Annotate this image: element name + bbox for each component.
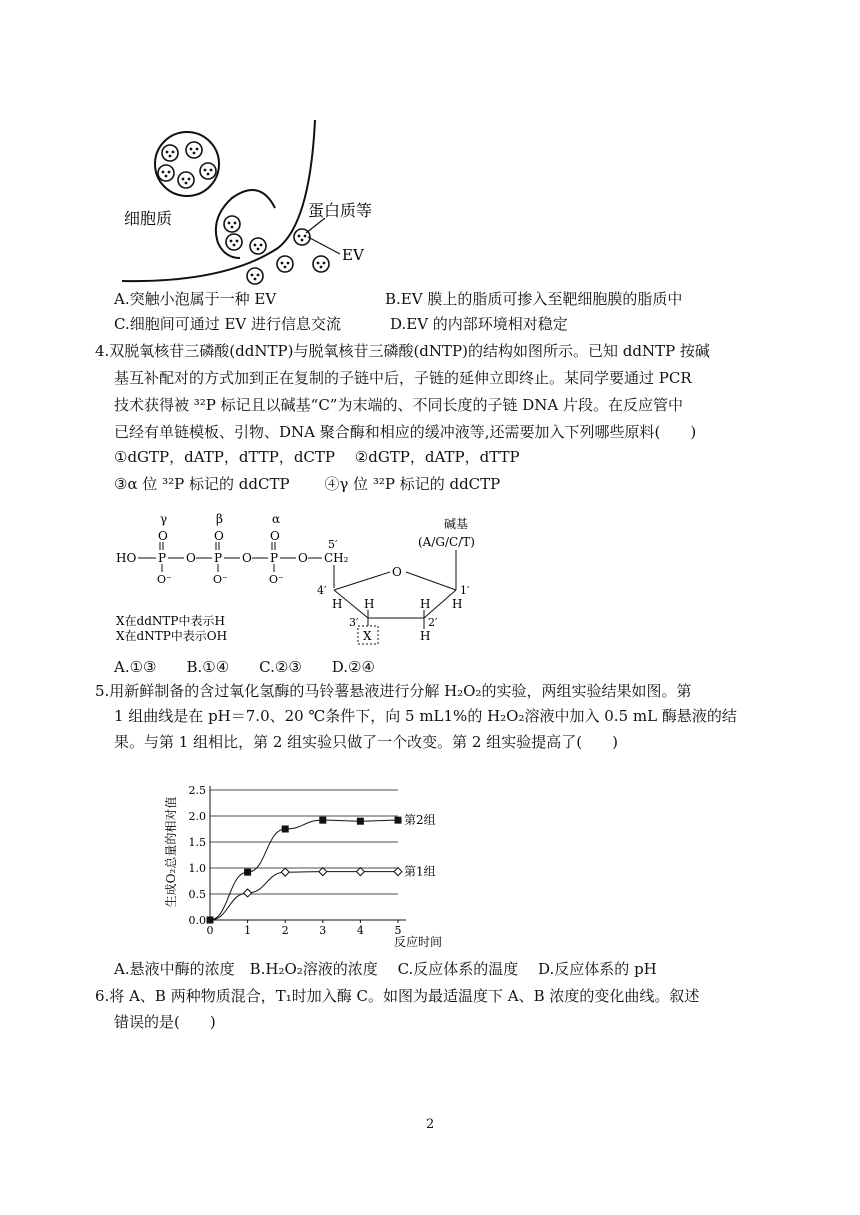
data-point-diamond xyxy=(356,868,364,876)
ntp-structure-figure xyxy=(112,510,512,645)
o-bridge-3: O xyxy=(298,551,308,565)
series-label-2: 第1组 xyxy=(404,864,436,879)
h-c4: H xyxy=(332,597,343,611)
h-c1: H xyxy=(452,597,463,611)
base-options: (A/G/C/T) xyxy=(418,535,475,549)
y-tick-label: 2.0 xyxy=(188,810,206,823)
c3-label: 3′ xyxy=(349,616,359,629)
ch2-label: CH₂ xyxy=(324,551,349,565)
y-tick-label: 1.5 xyxy=(188,836,206,849)
q5-line2: 1 组曲线是在 pH＝7.0、20 ℃条件下，向 5 mL1%的 H₂O₂溶液中加入 0.5 mL 酶悬液的结 xyxy=(114,707,737,725)
o-bridge-1: O xyxy=(186,551,196,565)
q4-line1: 4.双脱氧核苷三磷酸(ddNTP)与脱氧核苷三磷酸(dNTP)的结构如图所示。已知 ddNTP 按碱 xyxy=(95,342,710,360)
c5-label: 5′ xyxy=(328,538,338,551)
x-tick-label: 4 xyxy=(356,924,364,937)
y-tick-label: 2.5 xyxy=(188,784,206,797)
q4-line4: 已经有单链模板、引物、DNA 聚合酶和相应的缓冲液等,还需要加入下列哪些原料( ) xyxy=(114,423,697,441)
protein-pointer xyxy=(306,218,325,233)
p-beta: P xyxy=(214,551,223,565)
beta-label: β xyxy=(216,512,223,526)
q4-items-1-2: ①dGTP，dATP，dTTP，dCTP ②dGTP，dATP，dTTP xyxy=(114,448,520,466)
h-c3: H xyxy=(364,597,375,611)
ho-label: HO xyxy=(116,551,137,565)
series-line-1 xyxy=(210,820,398,920)
o-top-1: O xyxy=(158,529,168,543)
y-tick-label: 0.5 xyxy=(188,888,206,901)
cell-membrane xyxy=(122,120,315,281)
c4-label: 4′ xyxy=(317,584,327,597)
q3-option-c: C.细胞间可通过 EV 进行信息交流 xyxy=(114,315,342,333)
q6-line1: 6.将 A、B 两种物质混合，T₁时加入酶 C。如图为最适温度下 A、B 浓度的变化曲线。叙述 xyxy=(95,987,700,1005)
x-label: X xyxy=(363,629,372,643)
x-tick-label: 2 xyxy=(281,924,289,937)
data-point-diamond xyxy=(281,868,289,876)
q6-line2: 错误的是( ) xyxy=(114,1013,216,1031)
base-title: 碱基 xyxy=(444,517,469,531)
o-minus-3: O⁻ xyxy=(269,573,284,586)
data-point-square xyxy=(395,817,402,824)
q5-line3: 果。与第 1 组相比，第 2 组实验只做了一个改变。第 2 组实验提高了( ) xyxy=(114,733,618,751)
page-number: 2 xyxy=(426,1117,435,1132)
h-c2: H xyxy=(420,597,431,611)
data-point-diamond xyxy=(244,889,252,897)
note-dntp: X在dNTP中表示OH xyxy=(116,629,228,643)
q4-items-3-4: ③α 位 ³²P 标记的 ddCTP ④γ 位 ³²P 标记的 ddCTP xyxy=(114,475,501,493)
x-tick-label: 0 xyxy=(206,924,214,937)
data-point-square xyxy=(282,826,289,833)
c1-label: 1′ xyxy=(460,584,470,597)
q3-option-b: B.EV 膜上的脂质可掺入至靶细胞膜的脂质中 xyxy=(385,290,683,308)
ev-pointer xyxy=(308,237,340,254)
q5-line1: 5.用新鲜制备的含过氧化氢酶的马铃薯悬液进行分解 H₂O₂的实验，两组实验结果如图。第 xyxy=(95,682,692,700)
data-point-square xyxy=(319,817,326,824)
x-tick-label: 1 xyxy=(244,924,252,937)
o-minus-2: O⁻ xyxy=(213,573,228,586)
q3-option-d: D.EV 的内部环境相对稳定 xyxy=(390,315,568,333)
data-point-square xyxy=(357,818,364,825)
data-point-diamond xyxy=(394,868,402,876)
p-alpha: P xyxy=(270,551,279,565)
data-point-square xyxy=(244,869,251,876)
chart-ylabel: 生成O₂总量的相对值 xyxy=(164,796,178,908)
h-c2-bottom: H xyxy=(420,629,431,643)
cytoplasm-label: 细胞质 xyxy=(124,209,173,228)
ring-oxygen: O xyxy=(392,565,402,579)
o-minus-1: O⁻ xyxy=(157,573,172,586)
p-gamma: P xyxy=(158,551,167,565)
q5-options: A.悬液中酶的浓度 B.H₂O₂溶液的浓度 C.反应体系的温度 D.反应体系的 pH xyxy=(114,960,657,978)
q4-line3: 技术获得被 ³²P 标记且以碱基“C”为末端的、不同长度的子链 DNA 片段。在反应管中 xyxy=(114,396,683,414)
x-tick-label: 3 xyxy=(319,924,327,937)
q3-option-a: A.突触小泡属于一种 EV xyxy=(114,290,277,308)
q4-options: A.①③ B.①④ C.②③ D.②④ xyxy=(114,658,375,676)
budding-vesicles xyxy=(224,216,266,254)
o-bridge-2: O xyxy=(242,551,252,565)
series-label-1: 第2组 xyxy=(404,813,436,828)
ev-label: EV xyxy=(342,246,364,264)
c2-label: 2′ xyxy=(428,616,438,629)
q4-line2: 基互补配对的方式加到正在复制的子链中后，子链的延伸立即终止。某同学要通过 PCR xyxy=(114,369,692,387)
ev-figure xyxy=(110,118,380,288)
o-top-2: O xyxy=(214,529,224,543)
series-line-2 xyxy=(210,872,398,920)
o-top-3: O xyxy=(270,529,280,543)
o2-chart xyxy=(160,770,460,955)
gamma-label: γ xyxy=(160,512,168,526)
data-point-diamond xyxy=(319,868,327,876)
protein-label: 蛋白质等 xyxy=(308,201,373,220)
chart-xlabel: 反应时间 xyxy=(394,935,443,949)
y-tick-label: 1.0 xyxy=(188,862,206,875)
vesicle-large xyxy=(155,132,219,196)
y-tick-label: 0.0 xyxy=(188,914,206,927)
vesicle-group xyxy=(158,142,216,188)
alpha-label: α xyxy=(272,512,281,526)
note-ddntp: X在ddNTP中表示H xyxy=(116,614,225,628)
x-tick-label: 5 xyxy=(394,924,402,937)
